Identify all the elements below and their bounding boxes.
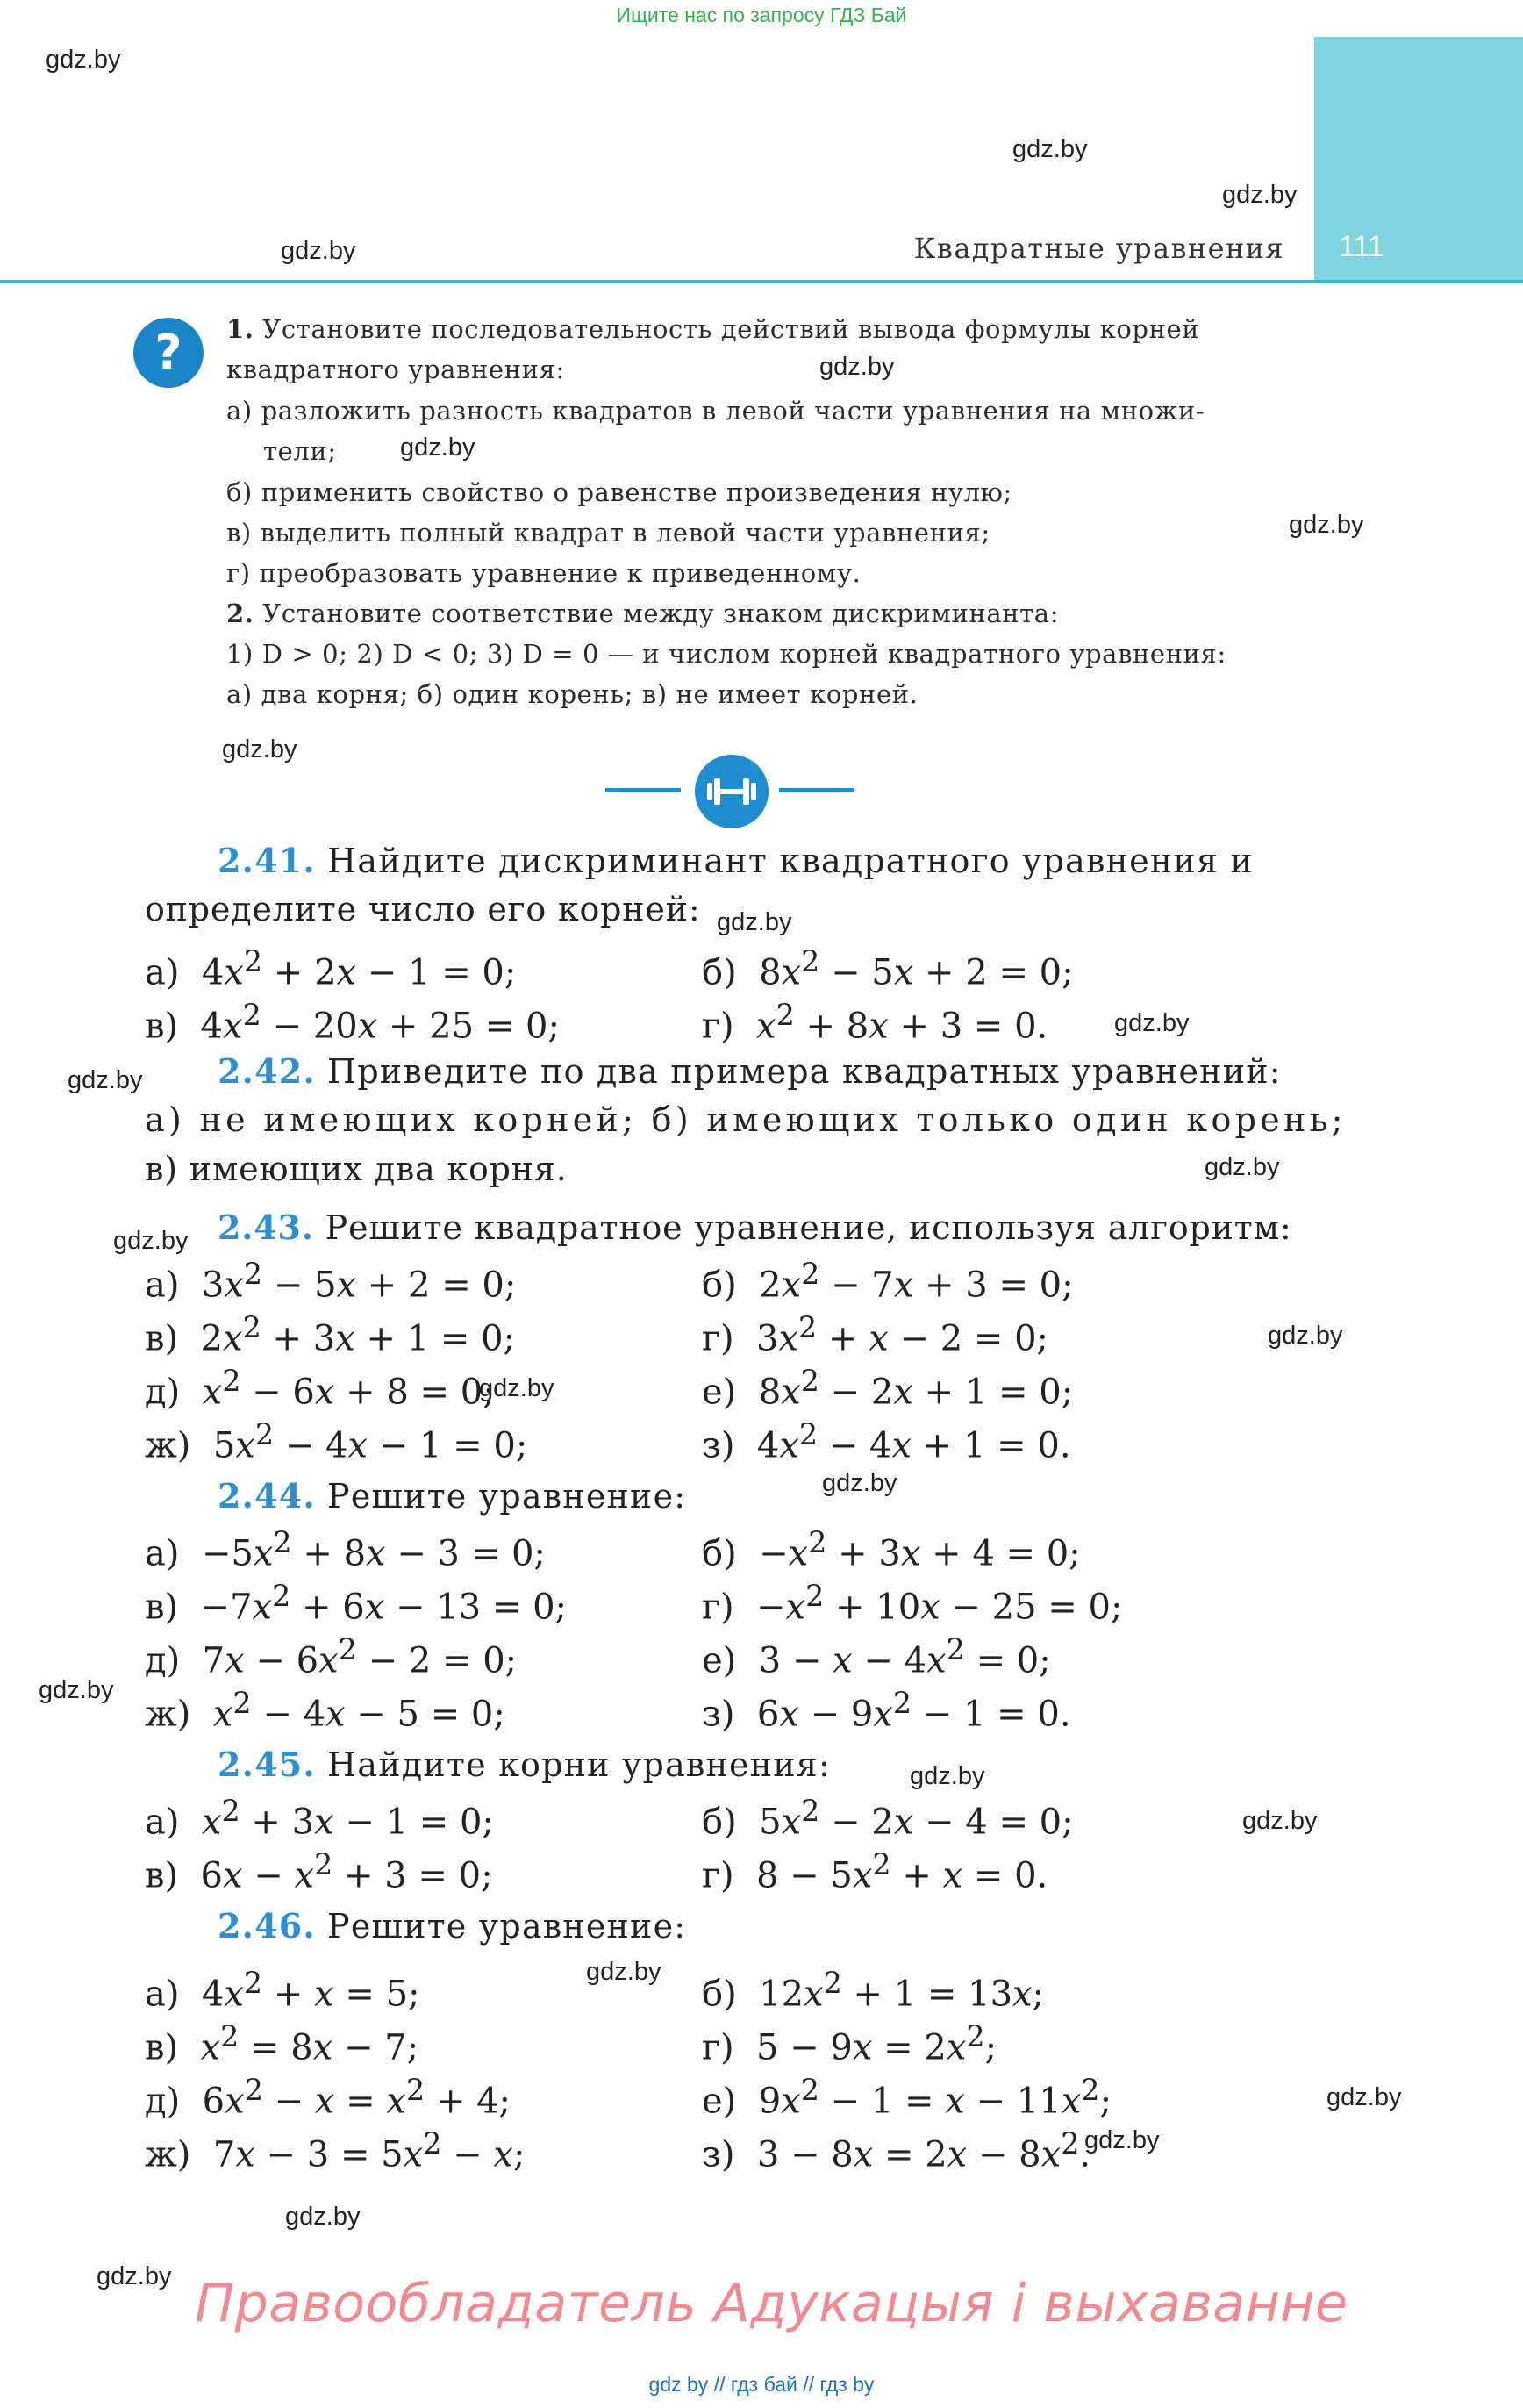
exercise-text: определите число его корней: xyxy=(145,890,701,928)
watermark: gdz.by xyxy=(1289,511,1364,539)
equation: з) $6x - 9x^2 - 1 = 0$. xyxy=(702,1686,1071,1735)
watermark: gdz.by xyxy=(1326,2083,1402,2111)
watermark: gdz.by xyxy=(1222,181,1298,209)
equation: а) $4x^2 + x = 5$; xyxy=(145,1966,420,2015)
equation: д) $x^2 - 6x + 8 = 0$; xyxy=(145,1364,495,1413)
equation: в) $x^2 = 8x - 7$; xyxy=(145,2019,419,2068)
watermark: gdz.by xyxy=(222,735,297,763)
question-badge: ? xyxy=(133,318,204,388)
equation: г) $3x^2 + x - 2 = 0$; xyxy=(702,1310,1049,1359)
watermark: gdz.by xyxy=(285,2203,361,2231)
divider-left xyxy=(605,788,681,792)
section-title: Квадратные уравнения xyxy=(913,232,1284,265)
divider-right xyxy=(779,788,854,792)
equation: а) $4x^2 + 2x - 1 = 0$; xyxy=(145,944,517,993)
top-banner[interactable]: Ищите нас по запросу ГДЗ Бай xyxy=(616,4,907,26)
question-line: 1) D > 0; 2) D < 0; 3) D = 0 — и числом корней квадратного уравнения: xyxy=(226,639,1226,669)
watermark: gdz.by xyxy=(1114,1009,1190,1037)
question-line: б) применить свойство о равенстве произведения нулю; xyxy=(226,477,1012,507)
watermark: gdz.by xyxy=(68,1066,143,1094)
exercise-2-45-heading xyxy=(218,1745,831,1784)
exercise-number: 2.46. xyxy=(218,1906,316,1946)
exercise-2-44-heading xyxy=(218,1476,686,1516)
watermark: gdz.by xyxy=(46,46,121,74)
exercise-text: Решите квадратное уравнение, используя алгоритм: xyxy=(313,1208,1292,1247)
watermark: gdz.by xyxy=(717,908,792,936)
exercise-text: Найдите дискриминант квадратного уравнения и xyxy=(315,842,1254,880)
copyright-notice: Правообладатель Адукацыя і выхаванне xyxy=(195,2273,1348,2334)
page-number: 111 xyxy=(1339,230,1384,263)
exercise-text: в) имеющих два корня. xyxy=(145,1150,568,1188)
header-rule xyxy=(0,280,1523,283)
question-line: г) преобразовать уравнение к приведенному. xyxy=(226,558,862,588)
watermark: gdz.by xyxy=(97,2262,172,2290)
equation: з) $4x^2 - 4x + 1 = 0$. xyxy=(702,1417,1071,1466)
equation: а) $x^2 + 3x - 1 = 0$; xyxy=(145,1794,494,1843)
watermark: gdz.by xyxy=(1012,135,1088,163)
question-number: 2. xyxy=(226,598,254,628)
watermark: gdz.by xyxy=(113,1227,189,1255)
equation: е) $8x^2 - 2x + 1 = 0$; xyxy=(702,1364,1074,1413)
equation: б) $8x^2 - 5x + 2 = 0$; xyxy=(702,944,1074,993)
exercise-number: 2.44. xyxy=(218,1476,316,1516)
equation: б) $5x^2 - 2x - 4 = 0$; xyxy=(702,1794,1074,1843)
exercise-2-43-heading xyxy=(218,1208,1292,1247)
equation: б) $2x^2 - 7x + 3 = 0$; xyxy=(702,1257,1074,1306)
equation: в) $4x^2 - 20x + 25 = 0$; xyxy=(145,998,560,1047)
exercise-2-41-heading xyxy=(218,841,1254,880)
exercise-number: 2.42. xyxy=(218,1051,316,1091)
exercise-number: 2.45. xyxy=(218,1745,316,1784)
question-line: тели; xyxy=(263,436,337,466)
equation: з) $3 - 8x = 2x - 8x^2$. xyxy=(702,2126,1091,2175)
question-line: квадратного уравнения: xyxy=(226,355,565,384)
question-text: Установите соответствие между знаком дискриминанта: xyxy=(254,598,1060,628)
equation: б) $12x^2 + 1 = 13x$; xyxy=(702,1966,1045,2015)
exercise-text: Найдите корни уравнения: xyxy=(315,1745,831,1784)
question-line: в) выделить полный квадрат в левой части уравнения; xyxy=(226,518,990,548)
equation: г) $5 - 9x = 2x^2$; xyxy=(702,2019,997,2068)
exercise-2-42-heading xyxy=(218,1051,1282,1091)
equation: е) $3 - x - 4x^2 = 0$; xyxy=(702,1632,1051,1681)
watermark: gdz.by xyxy=(39,1676,114,1704)
watermark: gdz.by xyxy=(910,1762,985,1790)
question-line: а) два корня; б) один корень; в) не имеет корней. xyxy=(226,679,919,709)
question-line: а) разложить разность квадратов в левой части уравнения на множи- xyxy=(226,396,1205,426)
equation: ж) $x^2 - 4x - 5 = 0$; xyxy=(145,1686,505,1735)
watermark: gdz.by xyxy=(400,434,475,462)
question-line xyxy=(226,314,1199,345)
equation: $в) -7x^2 + 6x - 13 = 0$; xyxy=(145,1579,567,1628)
question-line xyxy=(226,598,1059,629)
exercise-text: Решите уравнение: xyxy=(315,1907,687,1946)
footer-links[interactable]: gdz by // гдз бай // гдз by xyxy=(648,2373,875,2396)
exercise-text: Приведите по два примера квадратных уравнений: xyxy=(315,1052,1282,1091)
exercise-number: 2.43. xyxy=(218,1208,314,1247)
watermark: gdz.by xyxy=(819,353,895,381)
equation: $б) -x^2 + 3x + 4 = 0$; xyxy=(702,1525,1081,1574)
watermark: gdz.by xyxy=(479,1374,554,1402)
question-text: Установите последовательность действий вывода формулы корней xyxy=(254,314,1200,344)
equation: в) $6x - x^2 + 3 = 0$; xyxy=(145,1847,493,1896)
exercise-number: 2.41. xyxy=(218,841,316,880)
equation: д) $7x - 6x^2 - 2 = 0$; xyxy=(145,1632,518,1681)
watermark: gdz.by xyxy=(1242,1807,1318,1835)
equation: г) $x^2 + 8x + 3 = 0$. xyxy=(702,998,1048,1047)
exercise-text: а) не имеющих корней; б) имеющих только один корень; xyxy=(145,1100,1347,1139)
question-number: 1. xyxy=(226,314,254,344)
watermark: gdz.by xyxy=(586,1958,661,1986)
watermark: gdz.by xyxy=(281,237,356,265)
watermark: gdz.by xyxy=(822,1469,897,1497)
exercise-text: Решите уравнение: xyxy=(315,1477,687,1516)
equation: а) $3x^2 - 5x + 2 = 0$; xyxy=(145,1257,517,1306)
equation: ж) $7x - 3 = 5x^2 - x$; xyxy=(145,2126,526,2175)
watermark: gdz.by xyxy=(1084,2126,1160,2154)
equation: д) $6x^2 - x = x^2 + 4$; xyxy=(145,2073,511,2122)
equation: г) $8 - 5x^2 + x = 0$. xyxy=(702,1847,1048,1896)
equation: $г) -x^2 + 10x - 25 = 0$; xyxy=(702,1579,1123,1628)
watermark: gdz.by xyxy=(1268,1322,1343,1350)
watermark: gdz.by xyxy=(1205,1153,1280,1181)
exercise-2-46-heading xyxy=(218,1906,686,1946)
equation: ж) $5x^2 - 4x - 1 = 0$; xyxy=(145,1417,528,1466)
equation: в) $2x^2 + 3x + 1 = 0$; xyxy=(145,1310,516,1359)
dumbbell-icon xyxy=(695,755,769,828)
equation: $а) -5x^2 + 8x - 3 = 0$; xyxy=(145,1525,546,1574)
equation: е) $9x^2 - 1 = x - 11x^2$; xyxy=(702,2073,1112,2122)
